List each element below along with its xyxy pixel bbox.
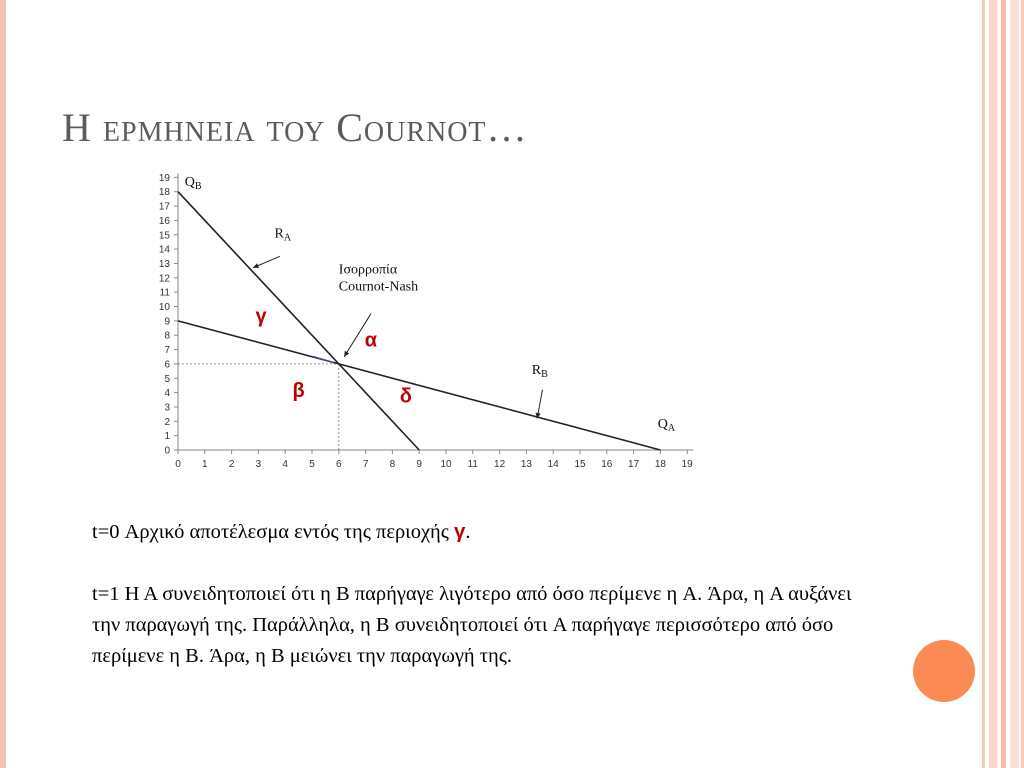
y-tick-label: 10 (158, 302, 170, 313)
x-tick-label: 5 (309, 459, 315, 470)
y-tick-label: 9 (164, 316, 170, 328)
rb-label: $R_B$ (531, 362, 548, 380)
x-tick-label: 12 (494, 459, 506, 470)
r-a-line (178, 192, 419, 450)
x-tick-label: 4 (282, 459, 288, 470)
y-tick-label: 12 (158, 273, 170, 285)
x-tick-label: 18 (654, 459, 666, 470)
x-axis-label: $Q_A$ (657, 416, 676, 434)
y-tick-label: 11 (159, 287, 170, 299)
equilibrium-label-line1: Ισορροπία (338, 262, 398, 278)
stripe (1010, 0, 1019, 768)
reaction-function-chart (148, 168, 708, 488)
x-tick-label: 6 (336, 459, 342, 470)
region-label-β: β (292, 379, 305, 402)
decorative-circle (913, 640, 975, 702)
x-tick-label: 10 (440, 459, 452, 470)
region-label-δ: δ (399, 385, 412, 408)
y-tick-label: 2 (164, 416, 170, 428)
y-tick-label: 3 (164, 402, 170, 414)
y-tick-label: 19 (158, 172, 170, 184)
overlap-segment (313, 356, 333, 362)
x-tick-label: 19 (681, 459, 693, 470)
y-tick-label: 16 (158, 215, 170, 227)
chart-lines (178, 192, 660, 450)
x-tick-label: 8 (389, 459, 396, 470)
gamma-region-ref: γ (454, 520, 466, 543)
chart-ticks (159, 173, 693, 470)
x-tick-label: 15 (574, 459, 586, 470)
x-tick-label: 17 (628, 459, 640, 470)
y-tick-label: 4 (164, 388, 170, 400)
t1-paragraph: t=1 H A συνειδητοποιεί ότι η B παρήγαγε λιγότερο από όσο περίμενε η A. Άρα, η A αυξάνει την παραγωγή της. Παράλληλα, η B συνειδητοποιεί ότι A παρήγαγε περισσότερο από όσο περίμενε η B. Άρα, η B μειώνει την παραγωγή της. (92, 583, 852, 667)
stripe (982, 0, 985, 768)
slide-title: Η ερμηνεια του Cournot… (62, 105, 528, 150)
x-tick-label: 7 (362, 459, 369, 470)
t0-period: . (465, 521, 471, 543)
x-tick-label: 13 (520, 459, 532, 470)
y-tick-label: 17 (158, 201, 170, 213)
y-tick-label: 0 (164, 445, 170, 457)
x-tick-label: 9 (416, 459, 422, 470)
x-tick-label: 2 (228, 459, 235, 470)
region-label-α: α (364, 329, 378, 352)
r-b-line (178, 321, 660, 450)
decorative-stripes (980, 0, 1024, 768)
x-tick-label: 1 (202, 459, 208, 470)
y-tick-label: 13 (158, 258, 170, 270)
stripe (1001, 0, 1006, 768)
t0-text: t=0 Αρχικό αποτέλεσμα εντός της περιοχής (92, 521, 455, 543)
chart-labels (185, 175, 676, 434)
t0-paragraph (92, 516, 852, 548)
left-edge-rule (0, 0, 6, 768)
y-axis-label: $Q_B$ (184, 174, 202, 192)
x-tick-label: 3 (255, 459, 262, 470)
ra-label: $R_A$ (274, 226, 292, 244)
region-label-γ: γ (255, 305, 267, 328)
y-tick-label: 1 (164, 431, 170, 443)
y-tick-label: 7 (164, 345, 170, 357)
explanation-text (92, 516, 852, 672)
y-tick-label: 5 (164, 373, 170, 385)
x-tick-label: 11 (467, 459, 478, 470)
y-tick-label: 15 (158, 230, 170, 242)
y-tick-label: 14 (158, 244, 170, 256)
stripe (989, 0, 997, 768)
y-tick-label: 8 (164, 330, 170, 342)
equilibrium-label-line2: Cournot-Nash (338, 279, 419, 295)
x-tick-label: 16 (601, 459, 613, 470)
x-tick-label: 0 (175, 459, 181, 470)
x-tick-label: 14 (547, 459, 559, 470)
y-tick-label: 18 (158, 187, 170, 199)
y-tick-label: 6 (164, 359, 170, 371)
equilibrium-arrow-head (344, 351, 349, 357)
